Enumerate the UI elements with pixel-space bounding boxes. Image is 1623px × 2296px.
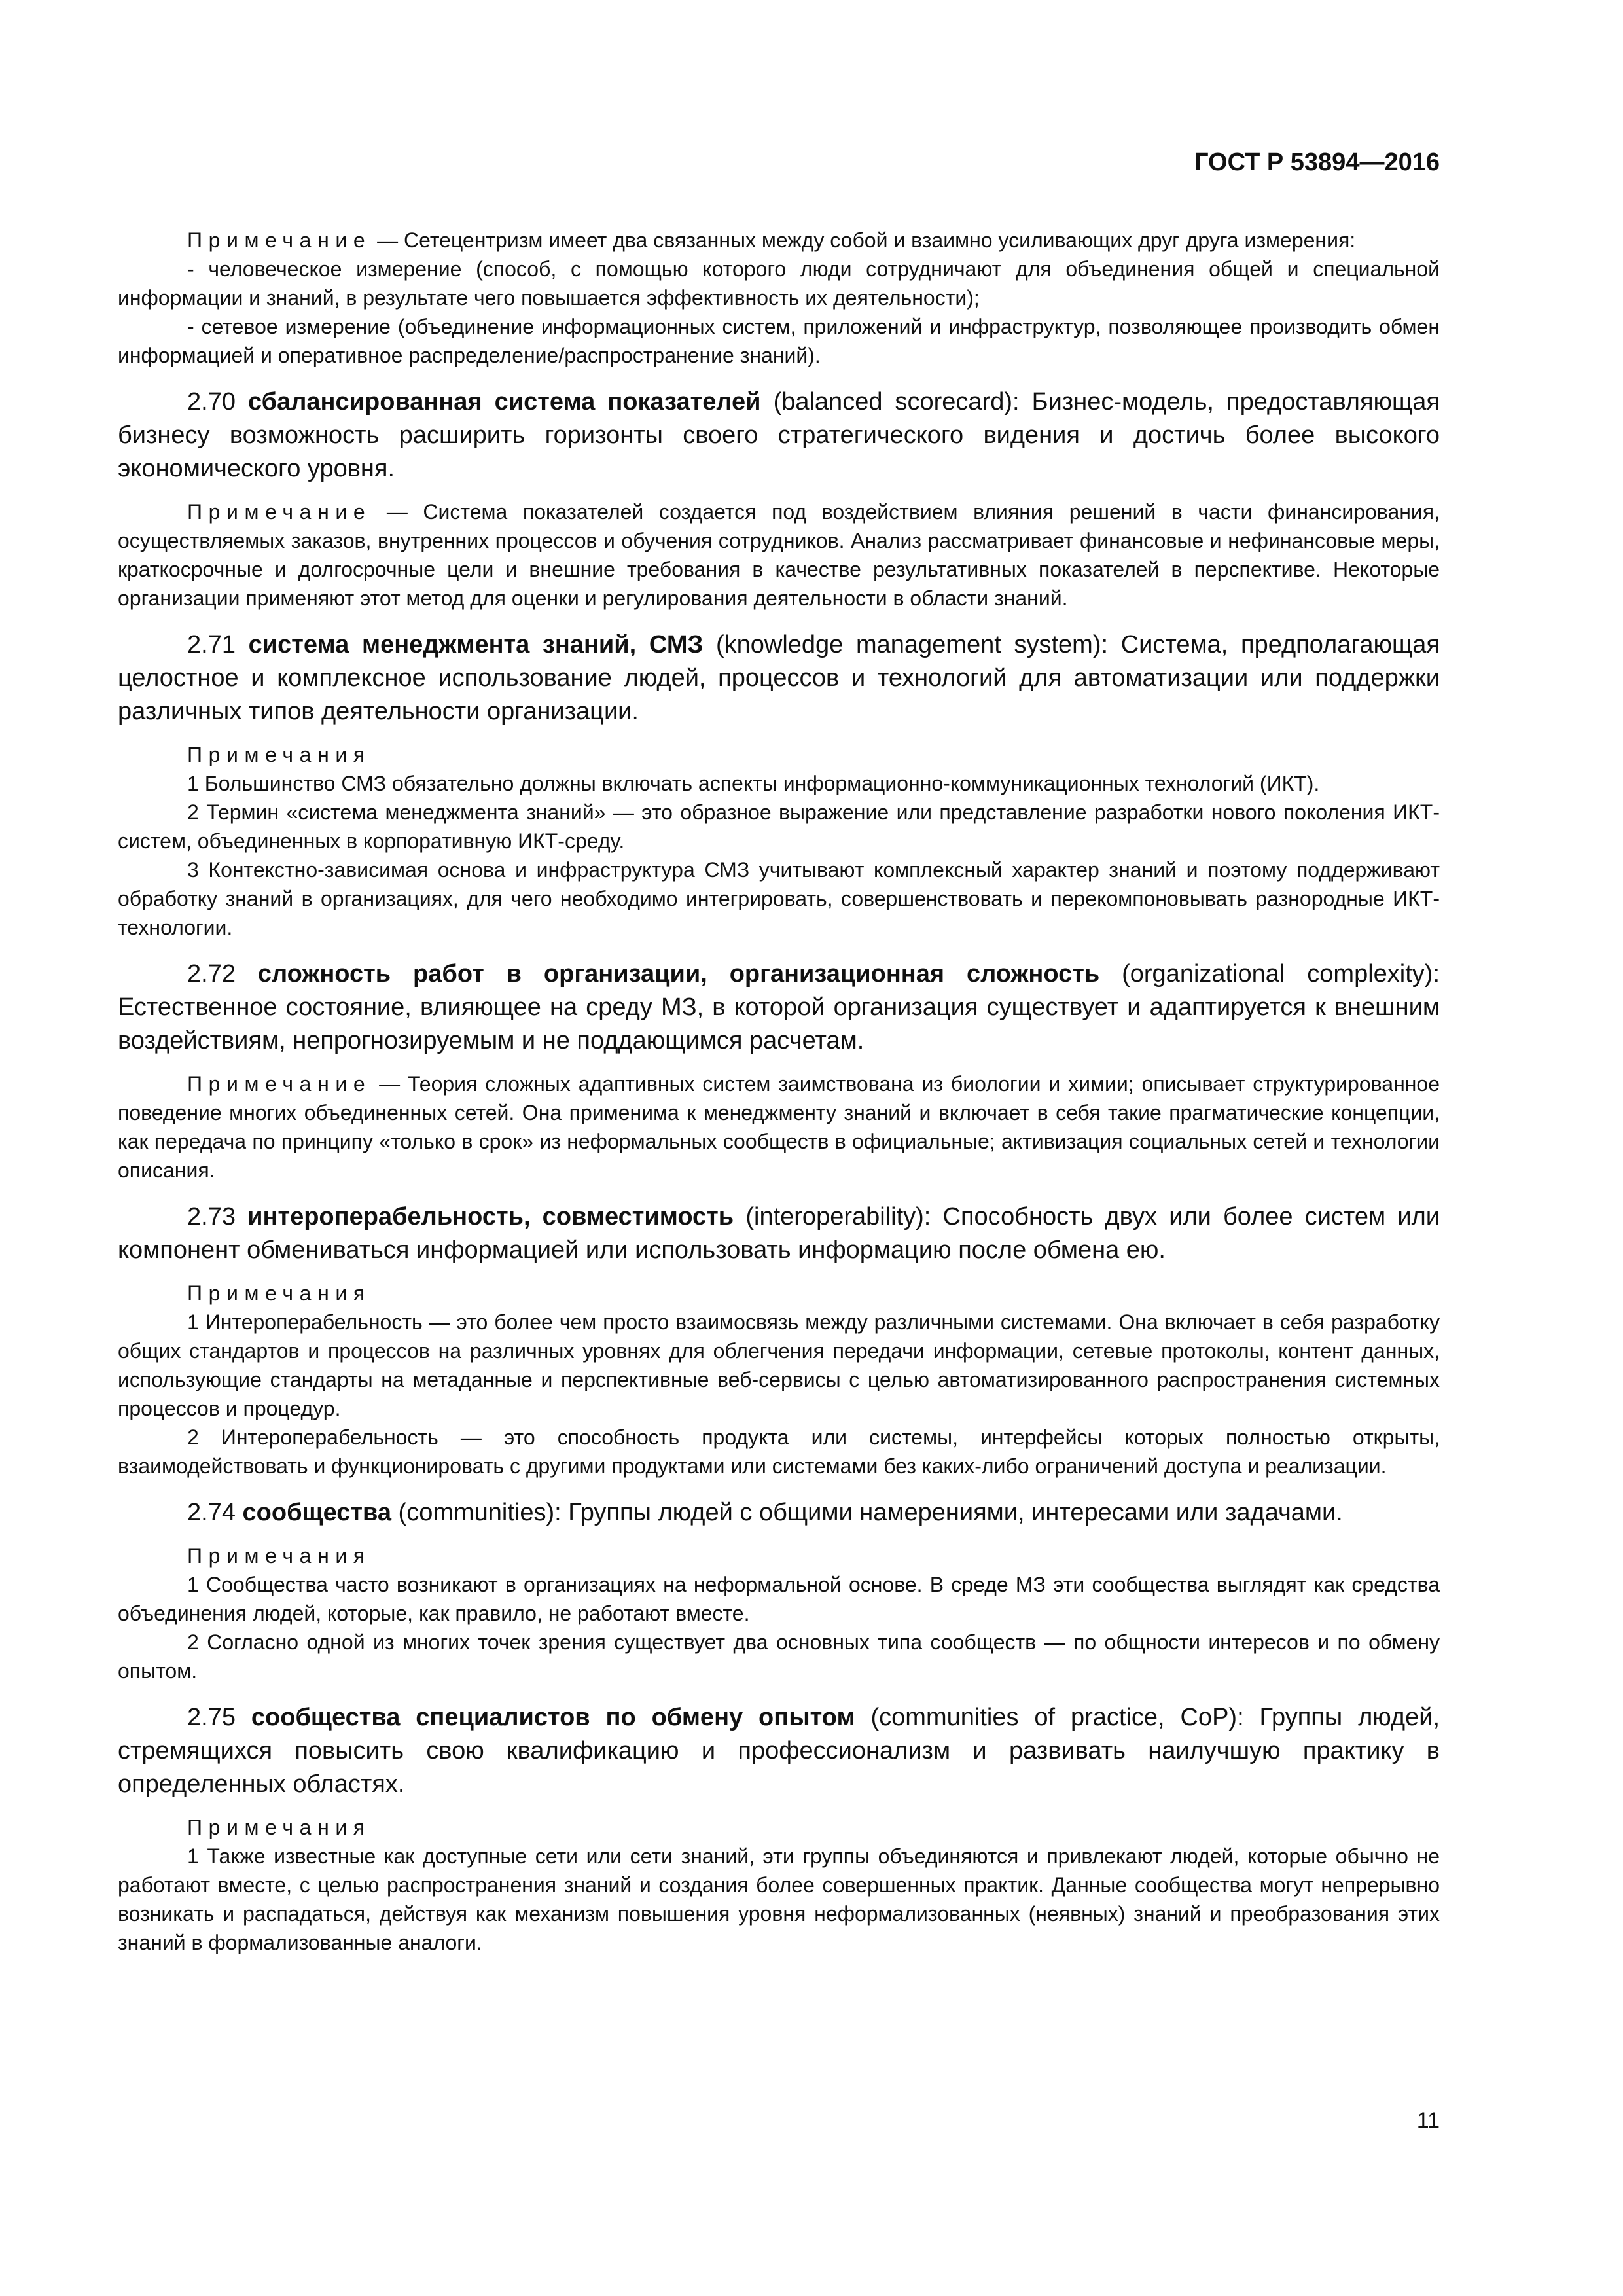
notes-2-71 [118, 740, 1440, 942]
term-name: сообщества [242, 1499, 391, 1526]
note-label: Примечание [187, 1072, 372, 1096]
note-item: 3 Контекстно-зависимая основа и инфраструктура СМЗ учитывают комплексный характер знаний и поэтому поддерживают обработку знаний в организациях, для чего необходимо интегрировать, совершенствовать и перекомпоновывать разнородные ИКТ-технологии. [118, 858, 1440, 939]
term-definition: Группы людей, стремящихся повысить свою квалификацию и профессионализм и развивать наилучшую практику в определенных областях. [118, 1704, 1440, 1798]
term-definition: Бизнес-модель, предоставляющая бизнесу возможность расширить горизонты своего стратегического видения и достичь более высокого экономического уровня. [118, 388, 1440, 482]
notes-heading: Примечания [187, 1282, 371, 1305]
note-item: 1 Сообщества часто возникают в организациях на неформальной основе. В среде МЗ эти сообщества выглядят как средства объединения людей, которые, как правило, не работают вместе. [118, 1573, 1440, 1625]
term-definition: Группы людей с общими намерениями, интересами или задачами. [568, 1499, 1343, 1526]
note-dash: — [371, 1072, 408, 1096]
note-label: Примечание [187, 228, 372, 252]
note-2-70 [118, 497, 1440, 613]
notes-heading: Примечания [187, 1544, 371, 1568]
term-english: (knowledge management system): [703, 631, 1121, 658]
term-separator: , [629, 631, 649, 658]
notes-heading: Примечания [187, 743, 371, 766]
note-dash: — [371, 500, 423, 524]
term-english: (organizational complexity): [1099, 960, 1440, 988]
notes-2-74 [118, 1541, 1440, 1685]
term-name: система менеджмента знаний [248, 631, 630, 658]
note-text: Система показателей создается под воздействием влияния решений в части финансирования, осуществляемых заказов, внутренних процессов и обучения сотрудников. Анализ рассматривает финансовые и нефинансовые меры, краткосрочные и долгосрочные цели и внешние требования в качестве результативных показателей в перспективе. Некоторые организации применяют этот метод для оценки и регулирования деятельности в области знаний. [118, 500, 1440, 610]
note-paragraph [118, 226, 1440, 255]
term-2-73 [118, 1200, 1440, 1267]
term-number: 2.71 [187, 631, 236, 658]
note-text: Сетецентризм имеет два связанных между собой и взаимно усиливающих друг друга измерения: [404, 228, 1356, 252]
term-number: 2.72 [187, 960, 236, 988]
standard-designation: ГОСТ Р 53894—2016 [1194, 149, 1440, 176]
note-paragraph [118, 1069, 1440, 1185]
notes-2-75 [118, 1813, 1440, 1957]
note-label: Примечание [187, 500, 372, 524]
term-name: интероперабельность, совместимость [247, 1203, 734, 1230]
note-item: 1 Интероперабельность — это более чем просто взаимосвязь между различными системами. Она включает в себя разработку общих стандартов и процессов на различных уровнях для облегчения передачи информации, сетевые протоколы, контент данных, использующие стандарты на метаданные и перспективные веб-сервисы с целью автоматизированного распространения системных процессов и процедур. [118, 1310, 1440, 1420]
term-number: 2.70 [187, 388, 236, 416]
term-definition: Способность двух или более систем или компонент обмениваться информацией или использовать информацию после обмена ею. [118, 1203, 1440, 1264]
term-number: 2.73 [187, 1203, 236, 1230]
term-name: сбалансированная система показателей [248, 388, 761, 416]
term-definition: Система, предполагающая целостное и комплексное использование людей, процессов и технологий для автоматизации или поддержки различных типов деятельности организации. [118, 631, 1440, 725]
term-english: (interoperability): [734, 1203, 943, 1230]
term-name: сложность работ в организации, организационная сложность [257, 960, 1100, 988]
term-2-75 [118, 1701, 1440, 1801]
term-2-71 [118, 628, 1440, 728]
note-item: 1 Также известные как доступные сети или сети знаний, эти группы объединяются и привлекают людей, которые обычно не работают вместе, с целью распространения знаний и создания более совершенных практик. Данные сообщества могут непрерывно возникать и распадаться, действуя как механизм повышения уровня неформализованных (неявных) знаний и преобразования этих знаний в формализованные аналоги. [118, 1844, 1440, 1954]
term-english: (balanced scorecard): [760, 388, 1032, 416]
note-paragraph [118, 497, 1440, 613]
note-item: 1 Большинство СМЗ обязательно должны включать аспекты информационно-коммуникационных технологий (ИКТ). [187, 772, 1320, 795]
note-2-72 [118, 1069, 1440, 1185]
notes-heading: Примечания [187, 1816, 371, 1839]
note-item: 2 Термин «система менеджмента знаний» — это образное выражение или представление разработки нового поколения ИКТ-систем, объединенных в корпоративную ИКТ-среду. [118, 800, 1440, 853]
term-english: (communities of practice, CoP): [855, 1704, 1260, 1731]
note-2-69-networkcentrism [118, 226, 1440, 370]
note-list-item: - человеческое измерение (способ, с помощью которого люди сотрудничают для объединения общей и специальной информации и знаний, в результате чего повышается эффективность их деятельности); [118, 257, 1440, 310]
term-2-72 [118, 958, 1440, 1058]
term-2-74 [118, 1496, 1440, 1530]
note-item: 2 Согласно одной из многих точек зрения существует два основных типа сообществ — по общности интересов и по обмену опытом. [118, 1630, 1440, 1683]
term-definition: Естественное состояние, влияющее на среду МЗ, в которой организация существует и адаптируется к внешним воздействиям, непрогнозируемым и не поддающимся расчетам. [118, 994, 1440, 1054]
term-name: сообщества специалистов по обмену опытом [251, 1704, 855, 1731]
page-number: 11 [1416, 2108, 1440, 2133]
note-text: Теория сложных адаптивных систем заимствована из биологии и химии; описывает структурированное поведение многих объединенных сетей. Она применима к менеджменту знаний и включает в себя такие прагматические концепции, как передача по принципу «только в срок» из неформальных сообществ в официальные; активизация социальных сетей и технологии описания. [118, 1072, 1440, 1182]
document-body [118, 226, 1440, 1973]
note-item: 2 Интероперабельность — это способность продукта или системы, интерфейсы которых полностью открыты, взаимодействовать и функционировать с другими продуктами или системами без каких-либо ограничений доступа и реализации. [118, 1426, 1440, 1478]
notes-2-73 [118, 1279, 1440, 1480]
term-english: (communities): [391, 1499, 569, 1526]
term-number: 2.74 [187, 1499, 236, 1526]
term-number: 2.75 [187, 1704, 236, 1731]
term-abbreviation: СМЗ [649, 631, 704, 658]
note-list-item: - сетевое измерение (объединение информационных систем, приложений и инфраструктур, позволяющее производить обмен информацией и оперативное распределение/распространение знаний). [118, 315, 1440, 367]
term-2-70 [118, 386, 1440, 486]
note-dash: — [371, 228, 404, 252]
